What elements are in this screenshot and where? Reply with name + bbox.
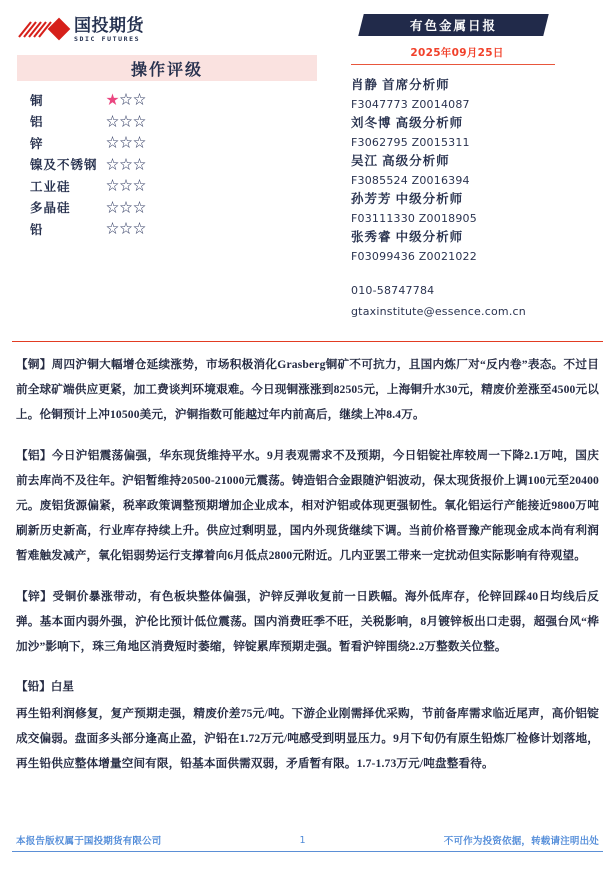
- star-empty-icon: ☆: [133, 113, 147, 129]
- rating-list: [17, 89, 347, 240]
- rating-metal-name: 铜: [30, 93, 44, 108]
- section-paragraph: 再生铅利润修复，复产预期走强，精废价差75元/吨。下游企业刚需择优采购，节前备库需求临近尾声，高价铝锭成交偏弱。盘面多头部分逢高止盈，沪铅在1.72万元/吨感受到明显压力。9月下旬仍有原生铅炼厂检修计划落地，再生铅供应整体增量空间有限，铅基本面供需双弱，矛盾暂有限。1.7-1.73万元/吨盘整看待。: [16, 707, 599, 770]
- star-empty-icon: ☆: [106, 199, 120, 215]
- footer-copyright: 本报告版权属于国投期货有限公司: [16, 837, 162, 847]
- star-empty-icon: ☆: [119, 113, 134, 129]
- star-empty-icon: ☆: [133, 156, 147, 172]
- rating-row: [30, 111, 347, 133]
- rating-row: [30, 154, 347, 176]
- rating-panel-title-bar: [17, 55, 317, 81]
- rating-stars: [106, 158, 147, 171]
- star-empty-icon: ☆: [119, 156, 134, 172]
- report-body: [16, 352, 599, 779]
- rating-row: [30, 132, 347, 154]
- star-empty-icon: ☆: [106, 156, 120, 172]
- star-empty-icon: ☆: [133, 135, 147, 151]
- rating-stars: [106, 115, 147, 128]
- rating-metal-name: 多晶硅: [30, 201, 71, 216]
- analyst-license-code: F3085524 Z0016394: [351, 174, 470, 187]
- rating-stars: [106, 136, 147, 149]
- rating-row: [30, 89, 347, 111]
- rating-metal-name: 镍及不锈钢: [30, 158, 98, 173]
- analyst-name: 张秀睿 中级分析师: [351, 230, 464, 244]
- rating-metal-name: 锌: [30, 136, 44, 151]
- logo-name-cn: 国投期货: [74, 15, 144, 36]
- star-empty-icon: ☆: [106, 178, 120, 194]
- contact-block: [351, 280, 601, 322]
- analyst-name: 孙芳芳 中级分析师: [351, 192, 464, 206]
- report-date-block: [357, 43, 557, 61]
- star-empty-icon: ☆: [106, 135, 120, 151]
- header-body-divider: [12, 341, 603, 342]
- report-date: 2025年09月25日: [410, 47, 504, 59]
- rating-row: [30, 175, 347, 197]
- analyst-license-code: F3047773 Z0014087: [351, 98, 470, 111]
- star-empty-icon: ☆: [119, 178, 134, 194]
- star-empty-icon: ☆: [119, 135, 134, 151]
- rating-row: [30, 197, 347, 219]
- date-underline-divider: [351, 64, 555, 65]
- contact-email: gtaxinstitute@essence.com.cn: [351, 305, 526, 318]
- rating-stars: [106, 201, 147, 214]
- analyst-license-code: F3062795 Z0015311: [351, 136, 470, 149]
- analyst-license-code: F03111330 Z0018905: [351, 212, 477, 225]
- star-empty-icon: ☆: [133, 221, 147, 237]
- star-empty-icon: ☆: [133, 199, 147, 215]
- rating-panel-title: 操作评级: [130, 61, 203, 79]
- logo-mark-icon: [17, 17, 69, 43]
- rating-row: [30, 218, 347, 240]
- analyst-name: 肖静 首席分析师: [351, 78, 450, 92]
- header-right-column: [347, 14, 601, 322]
- section-paragraph: 【铝】今日沪铝震荡偏强，华东现货维持平水。9月表观需求不及预期，今日铝锭社库较周一下降2.1万吨，国庆前去库尚不及往年。沪铝暂维持20500-21000元震荡。铸造铝合金跟随沪铝波动，保太现货报价上调100元至20400元。废铝货源偏紧，税率政策调整预期增加企业成本，相对沪铝或体现更强韧性。氧化铝运行产能接近9800万吨刷新历史新高，行业库存持续上升。供应过剩明显，国内外现货继续下调。当前价格晋豫产能现金成本尚有利润暂难触发减产，氧化铝弱势运行支撑着向6月低点2800元附近。几内亚罢工带来一定扰动但实际影响有待观望。: [16, 449, 599, 562]
- logo-name-en: SDIC FUTURES: [74, 34, 141, 43]
- analyst-list: [351, 76, 601, 266]
- star-empty-icon: ☆: [119, 199, 134, 215]
- star-empty-icon: ☆: [119, 221, 134, 237]
- footer-page-number: 1: [299, 834, 306, 846]
- star-empty-icon: ☆: [119, 92, 134, 108]
- footer-disclaimer: 不可作为投资依据，转载请注明出处: [443, 837, 599, 847]
- logo-text: [74, 15, 144, 43]
- star-filled-icon: ★: [106, 92, 120, 108]
- footer-divider: [12, 851, 603, 852]
- section-paragraph: 【铜】周四沪铜大幅增仓延续涨势，市场积极消化Grasberg铜矿不可抗力，且国内炼厂对“反内卷”表态。不过目前全球矿端供应更紧，加工费谈判环境艰难。今日现铜涨涨到82505元，上海铜升水30元，精废价差涨至4500元以上。伦铜预计上冲10500美元，沪铜指数可能越过年内前高后，继续上冲8.4万。: [16, 358, 599, 421]
- report-type-banner: [358, 14, 548, 36]
- rating-stars: [106, 179, 147, 192]
- analyst-name: 刘冬博 高级分析师: [351, 116, 464, 130]
- section-paragraph: 【锌】受铜价暴涨带动，有色板块整体偏强，沪锌反弹收复前一日跌幅。海外低库存，伦锌回踩40日均线后反弹。基本面内弱外强，沪伦比预计低位震荡。国内消费旺季不旺，关税影响，8月镀锌板出口走弱，超强台风“桦加沙”影响下，珠三角地区消费短时萎缩，锌锭累库预期走强。暂看沪锌围绕2.2万整数关位整。: [16, 590, 599, 653]
- report-header: [0, 0, 615, 322]
- rating-stars: [106, 222, 147, 235]
- rating-metal-name: 工业硅: [30, 179, 71, 194]
- star-empty-icon: ☆: [106, 221, 120, 237]
- contact-phone: 010-58747784: [351, 284, 435, 297]
- star-empty-icon: ☆: [133, 178, 147, 194]
- report-footer: [16, 833, 599, 847]
- header-left-column: [17, 14, 347, 322]
- star-empty-icon: ☆: [106, 113, 120, 129]
- company-logo: [17, 14, 347, 46]
- star-empty-icon: ☆: [133, 92, 147, 108]
- report-type-title: 有色金属日报: [409, 19, 497, 33]
- analyst-name: 吴江 高级分析师: [351, 154, 450, 168]
- rating-metal-name: 铝: [30, 115, 44, 130]
- rating-stars: [106, 93, 147, 106]
- section-heading: 【铅】白星: [16, 680, 74, 693]
- rating-metal-name: 铅: [30, 222, 44, 237]
- analyst-license-code: F03099436 Z0021022: [351, 250, 477, 263]
